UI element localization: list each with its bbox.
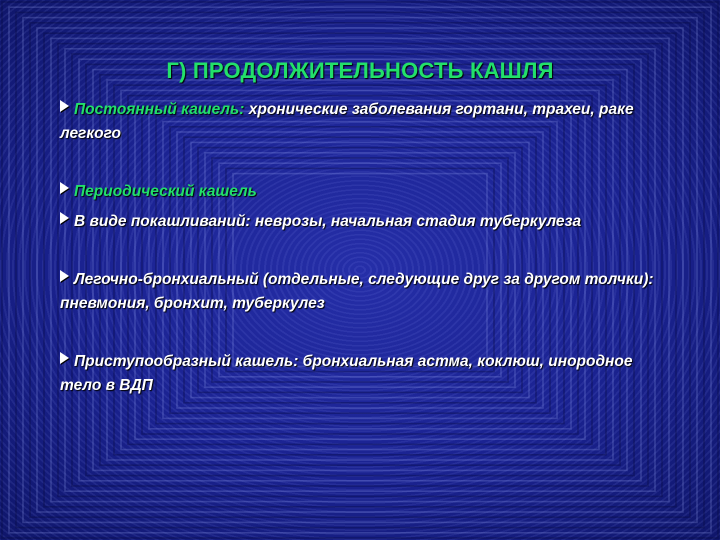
bullet-item: [60, 98, 670, 146]
arrow-bullet-icon: [60, 352, 69, 364]
bullet-item: [60, 180, 670, 204]
bullet-text: В виде покашливаний: неврозы, начальная стадия туберкулеза: [74, 213, 582, 230]
bullet-text: Приступообразный кашель: бронхиальная астма, коклюш, инородное тело в ВДП: [60, 353, 633, 394]
bullet-item: [60, 210, 670, 234]
slide-title: Г) ПРОДОЛЖИТЕЛЬНОСТЬ КАШЛЯ: [166, 58, 554, 83]
arrow-bullet-icon: [60, 182, 69, 194]
bullet-text: Легочно-бронхиальный (отдельные, следующие друг за другом толчки): пневмония, бронхит, туберкулез: [60, 271, 654, 312]
bullet-item: [60, 350, 670, 398]
arrow-bullet-icon: [60, 270, 69, 282]
bullet-text: хронические заболевания гортани, трахеи, раке легкого: [60, 101, 634, 142]
bullet-lead: Периодический кашель: [74, 183, 257, 200]
bullet-item: [60, 268, 670, 316]
arrow-bullet-icon: [60, 100, 69, 112]
bullet-list: [60, 98, 670, 398]
arrow-bullet-icon: [60, 212, 69, 224]
bullet-lead: Постоянный кашель:: [74, 101, 245, 118]
